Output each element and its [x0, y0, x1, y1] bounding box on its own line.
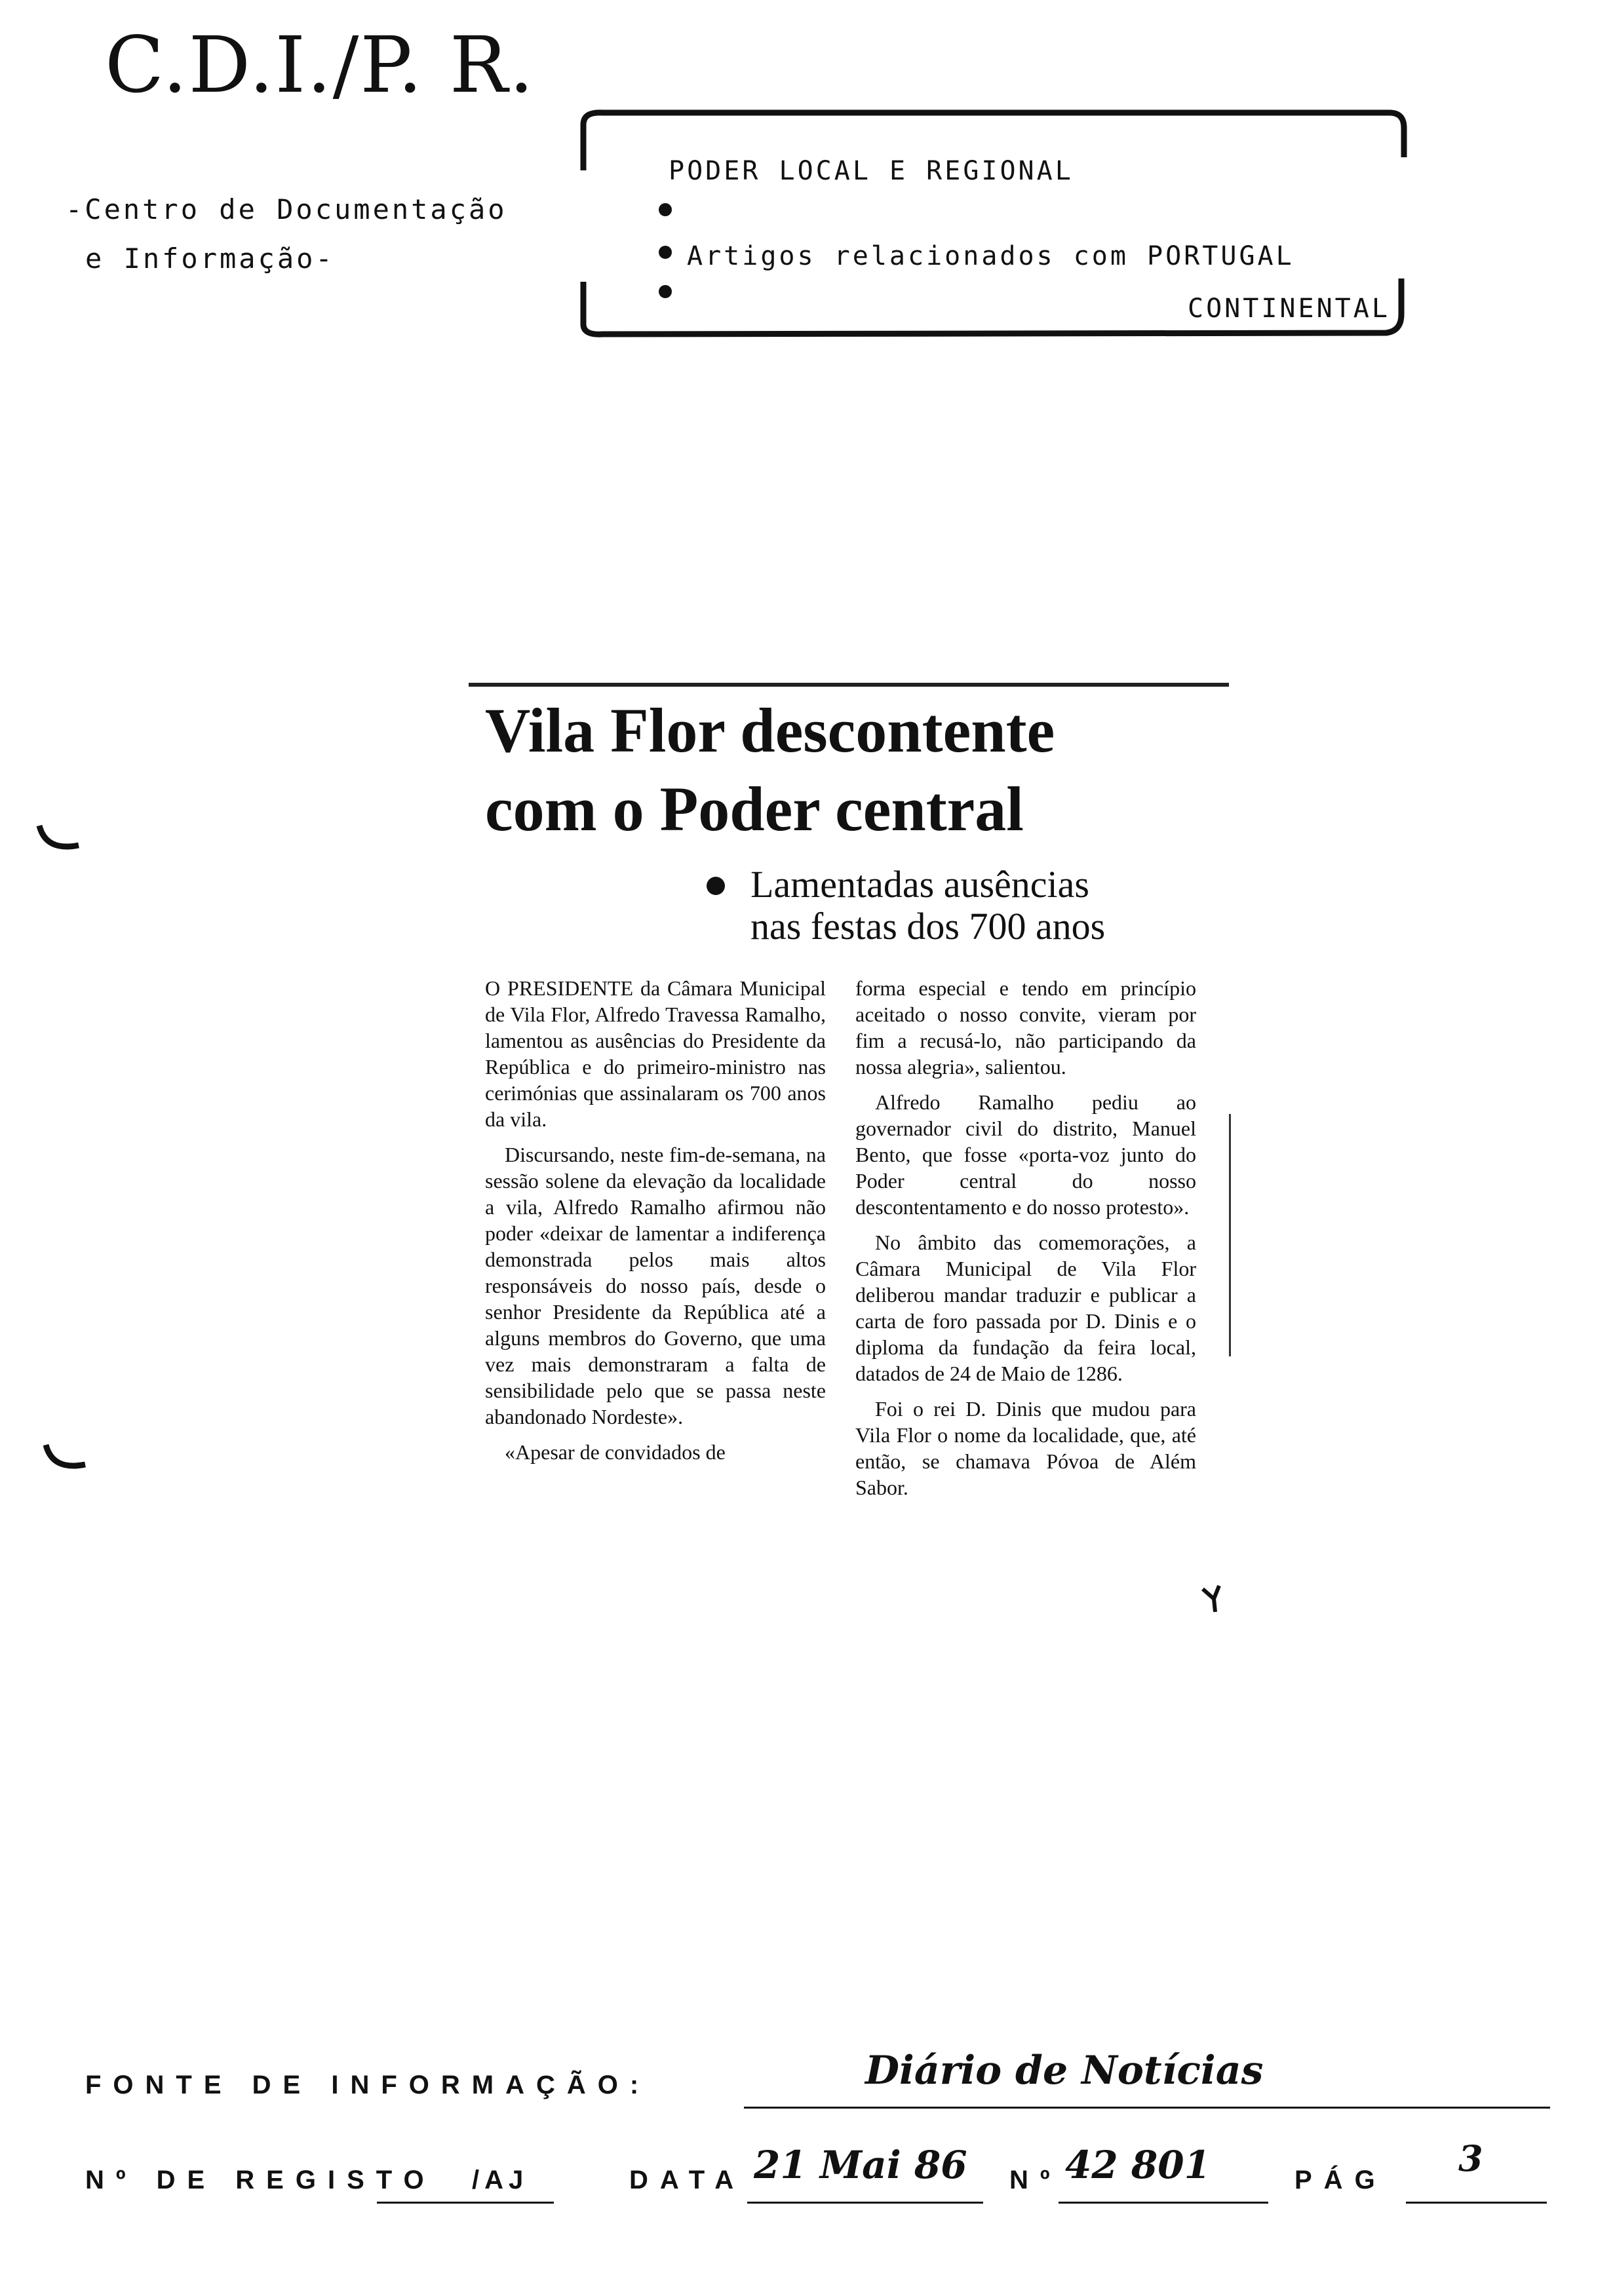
- fonte-label: FONTE DE INFORMAÇÃO:: [85, 2071, 651, 2099]
- data-label: DATA: [629, 2166, 746, 2194]
- paragraph: «Apesar de convidados de: [505, 1440, 726, 1464]
- pag-value: 3: [1458, 2137, 1483, 2179]
- fonte-underline: [744, 2107, 1550, 2109]
- paragraph: Foi o rei D. Dinis que mudou para Vila Flor o nome da localidade, que, até então, se chamava Póvoa de Além Sabor.: [855, 1397, 1196, 1499]
- cdi-logo: C.D.I./P. R.: [105, 20, 535, 110]
- registo-underline: [377, 2202, 554, 2204]
- headline-line2: com o Poder central: [485, 774, 1024, 844]
- pag-underline: [1406, 2202, 1547, 2204]
- subhead-line1: Lamentadas ausências: [750, 863, 1089, 906]
- topic-line1: PODER LOCAL E REGIONAL: [669, 156, 1074, 186]
- pag-label: PÁG: [1294, 2166, 1387, 2194]
- article-headline: [485, 691, 1219, 849]
- org-name-line2: e Informação-: [85, 242, 335, 275]
- paragraph: Discursando, neste fim-de-semana, na sessão solene da elevação da localidade a vila, Alfredo Ramalho afirmou não poder «deixar de lamentar a indiferença demonstrada pelos mais altos responsáveis do nosso país, desde o senhor Presidente da República até a alguns membros do Governo, que uma vez mais demonstraram a falta de sensibilidade pelo que se passa neste abandonado Nordeste».: [485, 1143, 826, 1428]
- bullet-dot: [659, 285, 672, 298]
- numero-label: Nº: [1009, 2166, 1062, 2194]
- article-column-2: [855, 975, 1196, 1510]
- paragraph: No âmbito das comemorações, a Câmara Municipal de Vila Flor deliberou mandar traduzir e publicar a carta de foro passada por D. Dinis e o diploma da fundação da feira local, datados de 24 de Maio de 1286.: [855, 1231, 1196, 1385]
- paragraph: forma especial e tendo em princípio aceitado o nosso convite, vieram por fim a recusá-lo, não participando da nossa alegria», salientou.: [855, 976, 1196, 1079]
- numero-value: 42 801: [1065, 2143, 1211, 2187]
- headline-line1: Vila Flor descontente: [485, 695, 1055, 765]
- paragraph: O PRESIDENTE da Câmara Municipal de Vila Flor, Alfredo Travessa Ramalho, lamentou as ausências do Presidente da República e do primeiro-ministro nas cerimónias que assinalaram os 700 anos da vila.: [485, 976, 826, 1131]
- bullet-dot: [659, 203, 672, 216]
- check-mark: [1199, 1582, 1226, 1615]
- bullet-dot: [659, 246, 672, 259]
- paragraph: Alfredo Ramalho pediu ao governador civil do distrito, Manuel Bento, que fosse «porta-voz junto do Poder central do nosso descontentamento e do nosso protesto».: [855, 1090, 1196, 1219]
- registo-suffix: /AJ: [472, 2166, 529, 2194]
- fonte-value: Diário de Notícias: [865, 2048, 1264, 2094]
- subhead-bullet: [707, 877, 725, 895]
- registo-label: Nº DE REGISTO: [85, 2166, 436, 2194]
- subhead-line2: nas festas dos 700 anos: [750, 905, 1106, 947]
- article-top-rule: [469, 683, 1229, 687]
- org-name-line1: -Centro de Documentação: [66, 193, 507, 225]
- column-rule: [1229, 1114, 1231, 1356]
- numero-underline: [1059, 2202, 1268, 2204]
- hole-punch-mark: [43, 1442, 88, 1474]
- hole-punch-mark: [36, 822, 82, 855]
- topic-line2: Artigos relacionados com PORTUGAL: [687, 241, 1294, 271]
- article-column-1: [485, 975, 826, 1474]
- data-underline: [747, 2202, 983, 2204]
- topic-line3: CONTINENTAL: [1188, 294, 1390, 324]
- data-value: 21 Mai 86: [754, 2143, 967, 2187]
- article-subhead: [750, 864, 1209, 947]
